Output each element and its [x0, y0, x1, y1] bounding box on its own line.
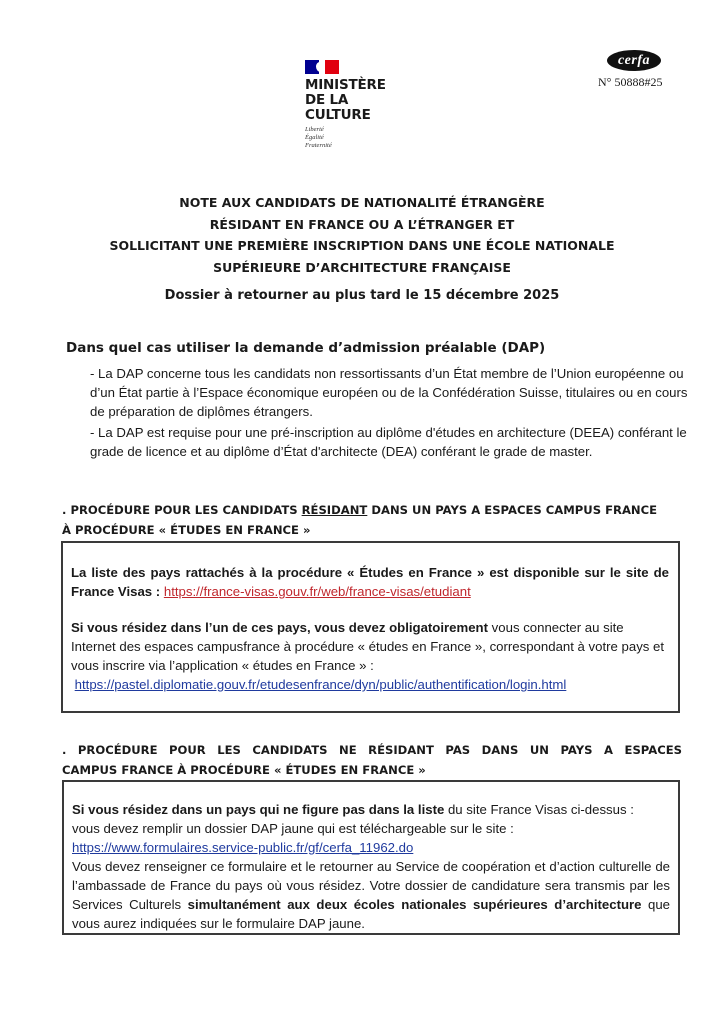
republic-motto: Liberté Égalité Fraternité — [305, 126, 332, 149]
residant-instructions-paragraph: Si vous résidez dans l’un de ces pays, vous devez obligatoirement vous connecter au site Internet des espaces campusfrance à procédure « études en France », correspondant à votre pays et vous inscrire via l’application « études en France » : https://pastel.diplomatie.gouv.fr/etudesenfrance/dyn/public/authentification/login.html — [71, 620, 665, 692]
ministry-name-line1: MINISTÈRE — [305, 77, 386, 93]
non-residant-instructions: Si vous résidez dans un pays qui ne figure pas dans la liste du site France Visas ci-dessus : vous devez remplir un dossier DAP jaune qui est téléchargeable sur le site : https://www.formulaires.service-public.fr/gf/cerfa_11962.do Vous devez renseigner ce formulaire et le retourner au Service de coopération et d’action culturelle de l’ambassade de France du pays où vous résidez. Votre dossier de candidature sera transmis par les Services Culturels simultanément aux deux écoles nationales supérieures d’architecture que vous aurez indiquées sur le formulaire DAP jaune. — [72, 802, 671, 931]
cerfa-download-link[interactable]: https://www.formulaires.service-public.fr/gf/cerfa_11962.do — [72, 840, 414, 855]
deadline-notice: Dossier à retourner au plus tard le 15 décembre 2025 — [164, 288, 560, 303]
cerfa-number: N° 50888#25 — [598, 75, 663, 89]
france-visas-link[interactable]: https://france-visas.gouv.fr/web/france-visas/etudiant — [163, 584, 471, 599]
document-title: NOTE AUX CANDIDATS DE NATIONALITÉ ÉTRANGÈRE RÉSIDANT EN FRANCE OU A L’ÉTRANGER ET SOLLICITANT UNE PREMIÈRE INSCRIPTION DANS UNE ÉCOLE NATIONALE SUPÉRIEURE D’ARCHITECTURE FRANÇAISE — [109, 195, 615, 275]
dap-paragraph-1: - La DAP concerne tous les candidats non ressortissants d’un État membre de l’Union européenne ou d’un État partie à l’Espace économique européen ou de la Confédération Suisse, titulaires ou en cours de préparation de diplômes étrangers. — [90, 366, 688, 419]
etudes-en-france-login-link[interactable]: https://pastel.diplomatie.gouv.fr/etudesenfrance/dyn/public/authentification/login.html — [74, 677, 567, 692]
procedure-residant-heading: . PROCÉDURE POUR LES CANDIDATS RÉSIDANT DANS UN PAYS A ESPACES CAMPUS FRANCE À PROCÉDURE « ÉTUDES EN FRANCE » — [62, 503, 658, 537]
french-flag-icon — [305, 60, 339, 74]
ministry-name-line2: DE LA CULTURE — [305, 92, 371, 123]
procedure-non-residant-heading: . PROCÉDURE POUR LES CANDIDATS NE RÉSIDANT PAS DANS UN PAYS A ESPACES CAMPUS FRANCE À PROCÉDURE « ÉTUDES EN FRANCE » — [62, 743, 682, 777]
cerfa-logo: cerfa — [607, 50, 661, 71]
country-list-paragraph: La liste des pays rattachés à la procédure « Études en France » est disponible sur le site de France Visas : https://france-visas.gouv.fr/web/france-visas/etudiant — [71, 565, 669, 599]
ministry-logo — [305, 60, 415, 150]
procedure-residant-box — [61, 541, 680, 713]
dap-paragraph-2: - La DAP est requise pour une pré-inscription au diplôme d'études en architecture (DEEA) conférant le grade de licence et au diplôme d’État d'architecte (DEA) conférant le grade de master. — [90, 425, 687, 459]
procedure-non-residant-box — [62, 780, 680, 935]
dap-heading: Dans quel cas utiliser la demande d’admission préalable (DAP) — [66, 340, 546, 356]
